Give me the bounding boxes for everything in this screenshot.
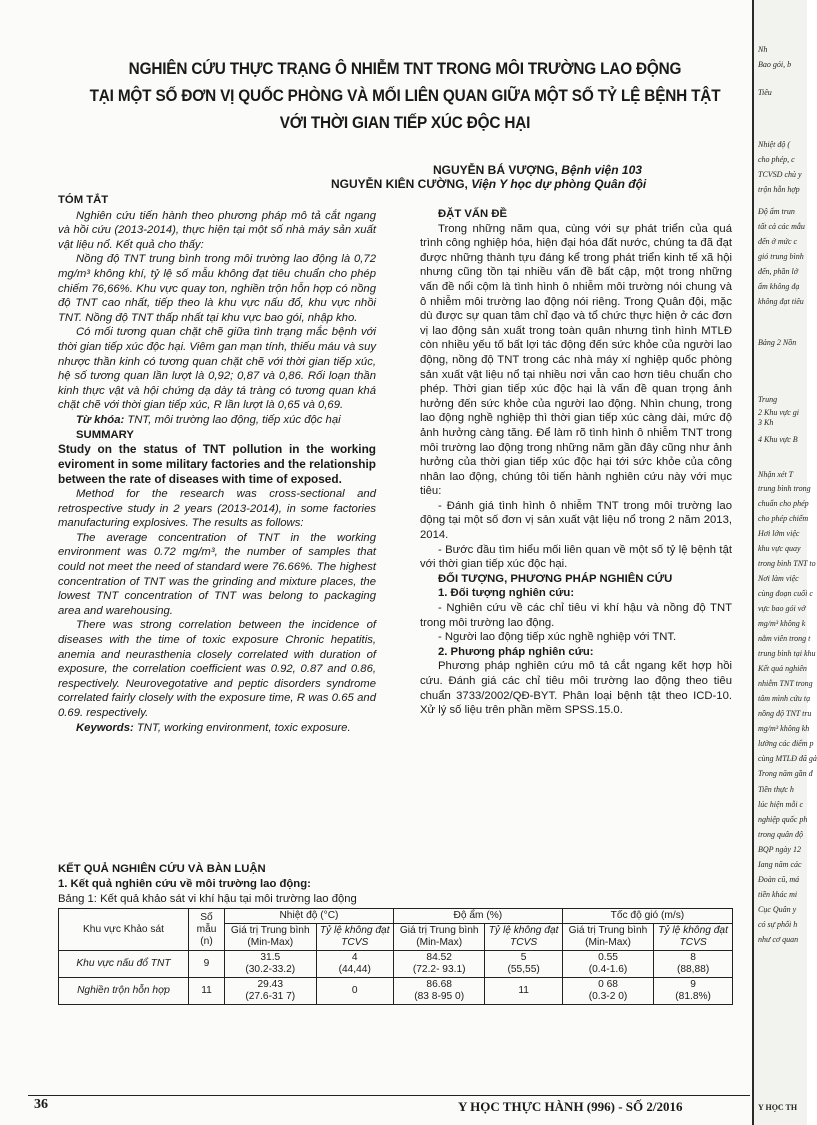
adjacent-page-text: cùng MTLĐ đã gả <box>758 754 817 763</box>
adjacent-page-text: có sự phối h <box>758 920 798 929</box>
cell-wind-avg <box>562 951 653 978</box>
cell-wind-rate <box>654 951 733 978</box>
adjacent-page-text: trộn hỗn hợp <box>758 185 800 194</box>
cell-hum-rate <box>485 978 562 1005</box>
cell-range: (83 8-95 0) <box>414 991 465 1002</box>
col-humidity: Độ ẩm (%) <box>393 909 562 924</box>
adjacent-page-text: ẩm không đạ <box>758 282 800 291</box>
abstract-en-p2: The average concentration of TNT in the working environment was 0.72 mg/m³, the number of samples that could not meet the need of standard were 76.66%. The highest concentration of TNT was the grinding and mixture places, the lowest TNT concentration of TNT was belong to packaging area and warehousing. <box>58 531 376 617</box>
cell-percent: (88,88) <box>676 964 710 975</box>
cell-percent: (55,55) <box>507 964 540 975</box>
cell-temp-rate <box>316 951 393 978</box>
col-temp-avg: Giá trị Trung bình (Min-Max) <box>225 924 317 951</box>
cell-temp-avg <box>225 951 317 978</box>
adjacent-page-footer: Y HỌC TH <box>758 1103 798 1112</box>
title-line-2: TẠI MỘT SỐ ĐƠN VỊ QUỐC PHÒNG VÀ MỐI LIÊN QUAN GIỮA MỘT SỐ TỶ LỆ BỆNH TẬT <box>89 87 721 105</box>
cell-hum-rate <box>485 951 562 978</box>
adjacent-page-text: Trung <box>758 395 778 404</box>
adjacent-page-text: Trong năm gần đ <box>758 769 813 778</box>
cell-range: (0.3-2 0) <box>588 991 628 1002</box>
table-header-row-1 <box>59 909 733 924</box>
adjacent-page-text: khu vực quay <box>758 544 801 553</box>
summary-vi-heading: TÓM TẮT <box>58 194 109 206</box>
cell-hum-avg <box>393 951 485 978</box>
cell-value: 4 <box>351 952 358 963</box>
adjacent-page-text: cùng đoạn cuối c <box>758 589 813 598</box>
adjacent-page-text: mg/m³ không kh <box>758 724 810 733</box>
adjacent-page-text: BQP ngày 12 <box>758 845 801 854</box>
cell-value: 29.43 <box>257 979 284 990</box>
author-1 <box>433 163 642 177</box>
col-wind: Tốc độ gió (m/s) <box>562 909 732 924</box>
adjacent-page-text: đến, phần lớ <box>758 267 799 276</box>
cell-wind-avg <box>562 978 653 1005</box>
method-paragraph: Phương pháp nghiên cứu mô tả cắt ngang kết hợp hồi cứu. Đánh giá các chỉ tiêu môi trường lao động theo tiêu chuẩn 3733/2002/QĐ-BYT. Phân loại bệnh tật theo ICD-10. Xử lý số liệu trên phần mềm SPSS.15.0. <box>420 660 732 717</box>
adjacent-page-text: mg/m³ không k <box>758 619 806 628</box>
adjacent-page-text: trong quân độ <box>758 830 804 839</box>
abstract-vi-p3: Có mối tương quan chặt chẽ giữa tình trạng mắc bệnh với thời gian tiếp xúc độc hại. Viêm gan mạn tính, thiếu máu và suy nhược thần kinh có tương quan chặt chẽ với thời gian tiếp xúc, hệ số tương quan lần lượt là 0,92; 0,87 và 0,86. Rối loạn thần kinh thực vật và hội chứng dạ dày tá tràng có tương quan khá chặt chẽ với thời gian tiếp xúc, R lần lượt là 0,65 và 0,69. <box>58 326 376 412</box>
cell-n: 11 <box>189 978 225 1005</box>
table-row <box>59 978 733 1005</box>
adjacent-page-text: Nhận xét T <box>758 470 794 479</box>
footer-rule <box>28 1095 750 1096</box>
english-title: Study on the status of TNT pollution in the working eviroment in some military factories and the relationship between the rate of diseases with time of exposed. <box>58 442 376 487</box>
intro-heading: ĐẶT VẤN ĐỀ <box>438 208 508 220</box>
author-1-affiliation: Bệnh viện 103 <box>561 163 642 177</box>
author-2-affiliation: Viện Y học dự phòng Quân đội <box>471 177 647 191</box>
col-area: Khu vực Khảo sát <box>59 909 189 951</box>
intro-paragraph: Trong những năm qua, cùng với sự phát triển của quá trình công nghiệp hóa, hiện đại hóa đất nước, chúng ta đã đạt được những thành tựu đáng kể trong phát triển kinh tế xã hội nhưng cũng tồn tại nhiều vấn đề bất cập, một trong những vấn đề nổi cộm là tình hình ô nhiễm môi trường nói chung và ô nhiễm môi trường lao động nói riêng. Trong Quân đội, mặc dù được sự quan tâm chỉ đạo và tổ chức thực hiện ở các đơn vị lao động sản xuất trong toàn quân nhưng tình hình MTLĐ còn nhiều yếu tố bất lợi tác động đến sức khỏe của người lao động, nồng độ TNT trong các nhà máy xí nghiệp quốc phòng sản xuất vật liệu nổ tại nhiều nơi vẫn cao hơn tiêu chuẩn cho phép. Thời gian tiếp xúc độc hại là vấn đề quan trọng ảnh hưởng đến sức khỏe của người lao động. Nhìn chung, trong lao động nghề nghiệp thì thời gian tiếp xúc càng dài, mức độ ảnh hưởng càng tăng. Để làm rõ tình hình ô nhiễm TNT trong môi trường lao động trong những năm gần đây cũng như ảnh hưởng của thời gian tiếp xúc độc hại tới sức khỏe của công nhân lao động, chúng tôi tiến hành nghiên cứu này với mục tiêu: <box>420 222 732 498</box>
author-2 <box>331 177 646 191</box>
author-1-name: NGUYỄN BÁ VƯỢNG, <box>433 163 558 177</box>
cell-value: 31.5 <box>260 952 281 963</box>
microclimate-table <box>58 908 733 1005</box>
adjacent-page-text: nằm viên trong t <box>758 634 811 643</box>
adjacent-page-text: Tiêu <box>758 88 772 97</box>
cell-range: (72.2- 93.1) <box>412 964 466 975</box>
adjacent-page-text: Nhiệt độ ( <box>758 140 790 149</box>
adjacent-page-text: lúc hiện mỗi c <box>758 800 804 809</box>
cell-value: 9 <box>690 979 696 990</box>
keywords-vi-label: Từ khóa: <box>76 413 125 426</box>
results-subheading: 1. Kết quả nghiên cứu về môi trường lao động: <box>58 877 311 890</box>
cell-value: 0 68 <box>598 979 618 990</box>
adjacent-page-text: đến ở mức c <box>758 237 798 246</box>
cell-value: 84.52 <box>426 952 452 963</box>
results-heading: KẾT QUẢ NGHIÊN CỨU VÀ BÀN LUẬN <box>58 863 266 875</box>
table-row <box>59 951 733 978</box>
adjacent-page-text: 3 Kh <box>758 418 774 427</box>
cell-percent: (44,44) <box>338 964 371 975</box>
col-temp: Nhiệt độ (°C) <box>225 909 394 924</box>
adjacent-page-text: nồng độ TNT tru <box>758 709 812 718</box>
cell-value: 5 <box>520 952 527 963</box>
adjacent-page-text: Cục Quân y <box>758 905 797 914</box>
page-number: 36 <box>34 1097 48 1112</box>
results-section <box>58 862 738 891</box>
adjacent-page-text: cho phép chiếm <box>758 514 809 523</box>
adjacent-page-text: chuẩn cho phép <box>758 499 809 508</box>
methods-heading: ĐỐI TƯỢNG, PHƯƠNG PHÁP NGHIÊN CỨU <box>438 572 673 585</box>
col-n: Số mẫu (n) <box>189 909 225 951</box>
article-title <box>84 56 726 137</box>
subjects-item-1: - Nghiên cứu về các chỉ tiêu vi khí hậu và nồng độ TNT trong môi trường lao động. <box>420 602 732 629</box>
cell-value: 0 <box>351 985 358 996</box>
keywords-en <box>58 721 376 736</box>
adjacent-page-text: trong bình TNT to <box>758 559 816 568</box>
adjacent-page-edge <box>752 0 817 1125</box>
cell-temp-rate <box>316 978 393 1005</box>
adjacent-page-text: vực bao gói vớ <box>758 604 806 613</box>
adjacent-page-text: 4 Khu vực B <box>758 435 798 444</box>
author-2-name: NGUYỄN KIÊN CƯỜNG, <box>331 177 468 191</box>
cell-value: 8 <box>690 952 696 963</box>
abstract-en-p3: There was strong correlation between the incidence of diseases with the time of toxic exposure Chronic hepatitis, anemia and neurasthenia closely correlated with duration of exposure, the correlation coefficient was 0.92, 0.87 and 0.86, respectively. Neurovegotative and peptic disorders syndrome correlated fairly closely with the exposure time, R was 0.65 and 0.69. respectively. <box>58 619 376 719</box>
adjacent-page-text: cho phép, c <box>758 155 795 164</box>
col-hum-rate: Tỷ lệ không đạt TCVS <box>485 924 562 951</box>
col-temp-rate: Tỷ lệ không đạt TCVS <box>316 924 393 951</box>
right-column <box>420 207 732 718</box>
abstract-en-p1: Method for the research was cross-sectional and retrospective study in 2 years (2013-2014), in some factories manufacturing explosives. The results as follows: <box>58 488 376 530</box>
title-line-3: VỚI THỜI GIAN TIẾP XÚC ĐỘC HẠI <box>279 114 531 132</box>
col-wind-avg: Giá trị Trung bình (Min-Max) <box>562 924 653 951</box>
adjacent-page-text: lường các điểm p <box>758 739 814 748</box>
cell-range: (30.2-33.2) <box>245 964 296 975</box>
adjacent-page-text: trung bình trong <box>758 484 811 493</box>
adjacent-page-text: TCVSD chủ y <box>758 170 802 179</box>
adjacent-page-text: tiền khác mi <box>758 890 798 899</box>
cell-area: Nghiền trộn hỗn hợp <box>59 978 189 1005</box>
cell-range: (0.4-1.6) <box>588 964 628 975</box>
table-caption: Bảng 1: Kết quả khảo sát vi khí hậu tại môi trường lao động <box>58 893 357 905</box>
method-heading: 2. Phương pháp nghiên cứu: <box>438 645 594 658</box>
adjacent-page-text: Nh <box>758 45 768 54</box>
cell-value: 86.68 <box>426 979 452 990</box>
adjacent-page-text: Bảng 2 Nồn <box>758 338 797 347</box>
col-wind-rate: Tỷ lệ không đạt TCVS <box>654 924 733 951</box>
cell-n: 9 <box>189 951 225 978</box>
objective-1: - Đánh giá tình hình ô nhiễm TNT trong môi trường lao động tại một số đơn vị sản xuất vật liệu nổ trong 2 năm 2013, 2014. <box>420 499 732 542</box>
keywords-vi <box>58 413 376 428</box>
subjects-heading: 1. Đối tượng nghiên cứu: <box>438 587 575 600</box>
cell-hum-avg <box>393 978 485 1005</box>
adjacent-page-text: trung bình tại khu <box>758 649 816 658</box>
adjacent-page-text: Iang năm các <box>758 860 802 869</box>
adjacent-page-text: Tiền thực h <box>758 785 794 794</box>
adjacent-page-text: Bao gói, b <box>758 60 792 69</box>
cell-area: Khu vực nấu đổ TNT <box>59 951 189 978</box>
col-hum-avg: Giá trị Trung bình (Min-Max) <box>393 924 485 951</box>
adjacent-page-text: không đạt tiêu <box>758 297 804 306</box>
cell-range: (27.6-31 7) <box>245 991 296 1002</box>
summary-en-heading: SUMMARY <box>76 428 134 441</box>
adjacent-page-text: Đoàn cũ, má <box>758 875 800 884</box>
abstract-vi-p1: Nghiên cứu tiến hành theo phương pháp mô tả cắt ngang và hồi cứu (2013-2014), thực hiện tại một số nhà máy sản xuất vật liệu nổ. Kết quả cho thấy: <box>58 209 376 251</box>
keywords-vi-text: TNT, môi trường lao động, tiếp xúc độc hại <box>124 413 341 426</box>
adjacent-page-text: nghiệp quốc ph <box>758 815 808 824</box>
journal-name: Y HỌC THỰC HÀNH (996) - SỐ 2/2016 <box>458 1099 683 1114</box>
cell-percent: (81.8%) <box>675 991 711 1002</box>
left-column <box>58 193 376 735</box>
keywords-en-text: TNT, working environment, toxic exposure. <box>133 721 351 734</box>
abstract-vi-p2: Nồng độ TNT trung bình trong môi trường lao động là 0,72 mg/m³ không khí, tỷ lệ số mẫu không đạt tiêu chuẩn cho phép chiếm 76,66%. Khu vực quay ton, nghiền trộn hỗn hợp có nồng độ TNT cao nhất, tiếp theo là khu vực nấu đổ, khu vực nhồi TNT. Nồng độ TNT thấp nhất tại khu vực bao gói, nhập kho. <box>58 253 376 324</box>
adjacent-page-text: gió trung bình <box>758 252 804 261</box>
cell-value: 0.55 <box>598 952 618 963</box>
adjacent-page-text: Kết quả nghiên <box>758 664 807 673</box>
keywords-en-label: Keywords: <box>76 721 134 734</box>
adjacent-page-text: 2 Khu vực gi <box>758 408 800 417</box>
title-line-1: NGHIÊN CỨU THỰC TRẠNG Ô NHIỄM TNT TRONG MÔI TRƯỜNG LAO ĐỘNG <box>128 60 682 78</box>
adjacent-page-text: Nơi làm việc <box>758 574 799 583</box>
cell-wind-rate <box>654 978 733 1005</box>
cell-temp-avg <box>225 978 317 1005</box>
subjects-item-2: - Người lao động tiếp xúc nghề nghiệp với TNT. <box>438 631 677 644</box>
cell-value: 11 <box>518 985 529 996</box>
adjacent-page-text: tâm mình cứu tạ <box>758 694 811 703</box>
objective-2: - Bước đầu tìm hiểu mối liên quan về một số tỷ lệ bệnh tật với thời gian tiếp xúc độc hại. <box>420 543 732 571</box>
adjacent-page-text: Độ ẩm trun <box>758 207 795 216</box>
adjacent-page-text: tất cả các mẫu <box>758 222 805 231</box>
adjacent-page-text: như cơ quan <box>758 935 799 944</box>
adjacent-page-text: Hơi lớm việc <box>758 529 800 538</box>
adjacent-page-text: nhiễm TNT trong <box>758 679 813 688</box>
